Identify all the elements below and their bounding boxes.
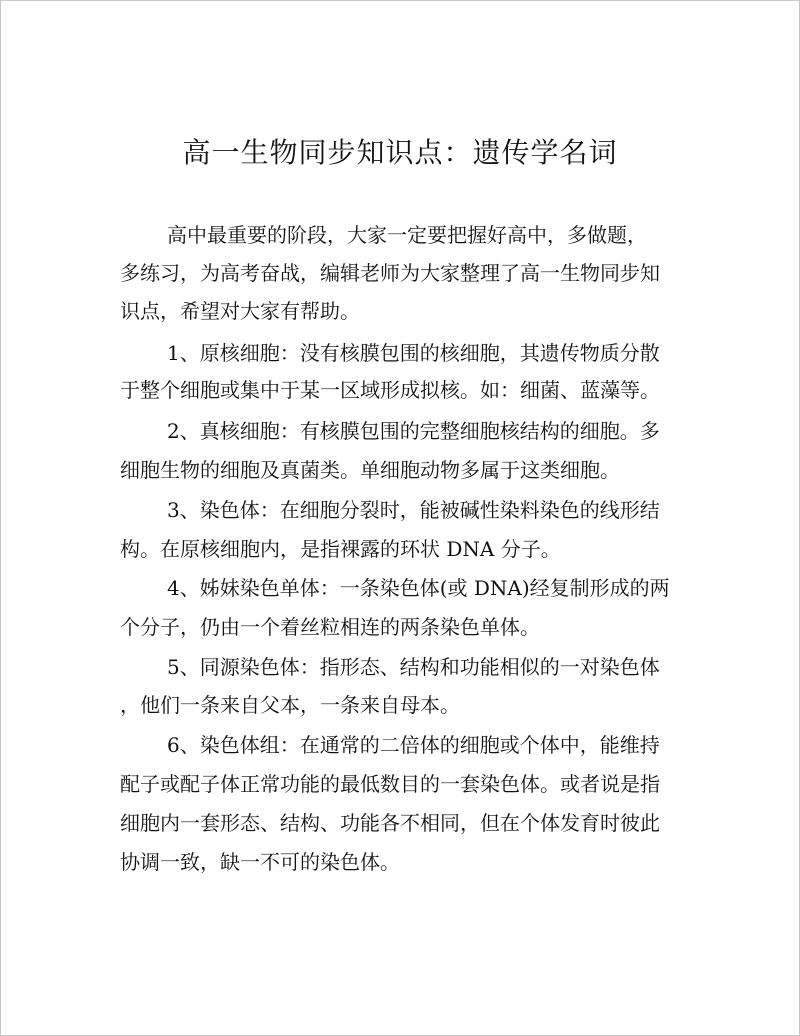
- body-line-17: 协调一致，缺一不可的染色体。: [120, 850, 400, 874]
- body-line-6: 2、真核细胞：有核膜包围的完整细胞核结构的细胞。多: [167, 419, 660, 443]
- body-line-1: 高中最重要的阶段，大家一定要把握好高中，多做题，: [167, 223, 647, 247]
- body-line-10: 4、姊妹染色单体：一条染色体(或 DNA)经复制形成的两: [167, 576, 670, 600]
- body-line-15: 配子或配子体正常功能的最低数目的一套染色体。或者说是指: [120, 772, 660, 796]
- body-line-7: 细胞生物的细胞及真菌类。单细胞动物多属于这类细胞。: [120, 458, 620, 482]
- page-title: 高一生物同步知识点：遗传学名词: [182, 136, 618, 169]
- body-line-12: 5、同源染色体：指形态、结构和功能相似的一对染色体: [167, 655, 660, 679]
- body-line-3: 识点，希望对大家有帮助。: [120, 299, 360, 323]
- body-line-11: 个分子，仍由一个着丝粒相连的两条染色单体。: [120, 615, 540, 639]
- body-line-8: 3、染色体：在细胞分裂时，能被碱性染料染色的线形结: [167, 498, 660, 522]
- body-line-5: 于整个细胞或集中于某一区域形成拟核。如：细菌、蓝藻等。: [120, 378, 660, 402]
- body-line-9: 构。在原核细胞内，是指裸露的环状 DNA 分子。: [120, 537, 561, 561]
- body-line-4: 1、原核细胞：没有核膜包围的核细胞，其遗传物质分散: [167, 341, 660, 365]
- body-line-16: 细胞内一套形态、结构、功能各不相同，但在个体发育时彼此: [120, 811, 660, 835]
- body-line-2: 多练习，为高考奋战，编辑老师为大家整理了高一生物同步知: [120, 261, 660, 285]
- body-line-13: ，他们一条来自父本，一条来自母本。: [120, 693, 460, 717]
- body-line-14: 6、染色体组：在通常的二倍体的细胞或个体中，能维持: [167, 733, 660, 757]
